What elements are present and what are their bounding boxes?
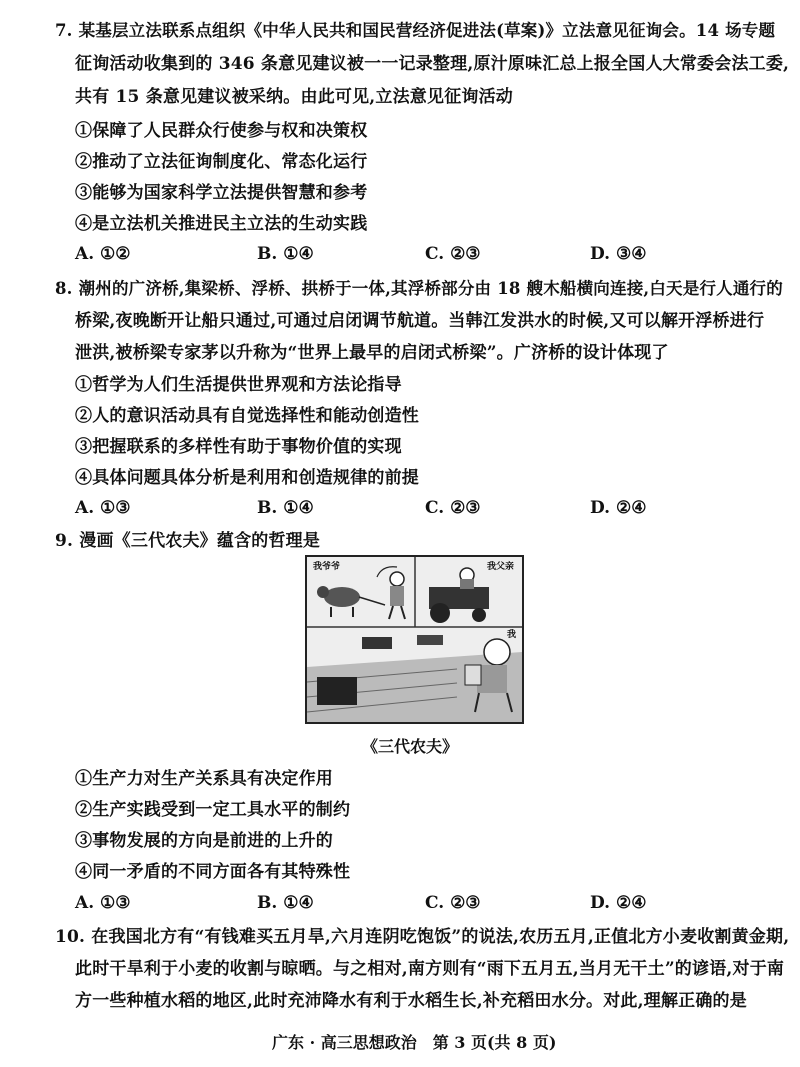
- q9-choice-a: A. ①③: [75, 893, 131, 913]
- father-body: [460, 579, 474, 589]
- q8-stem-line-1: 8. 潮州的广济桥,集梁桥、浮桥、拱桥于一体,其浮桥部分由 18 艘木船横向连接,白天是行人通行的: [55, 279, 783, 298]
- tractor-wheel-front: [472, 608, 486, 622]
- q9-stem-line-1: 9. 漫画《三代农夫》蕴含的哲理是: [55, 531, 321, 551]
- q8-stem-line-2: 桥梁,夜晚断开让船只通过,可通过启闭调节航道。当韩江发洪水的时候,又可以解开浮桥进行: [75, 311, 765, 331]
- harvester-1: [362, 637, 392, 649]
- ox-body: [324, 587, 360, 607]
- q10-stem-line-3: 方一些种植水稻的地区,此时充沛降水有利于水稻生长,补充稻田水分。对此,理解正确的是: [75, 991, 747, 1011]
- q7-choice-b: B. ①④: [257, 244, 314, 264]
- q8-choice-a: A. ①③: [75, 498, 131, 518]
- q7-option-2: ②推动了立法征询制度化、常态化运行: [75, 152, 368, 172]
- q8-stem-line-3: 泄洪,被桥梁专家茅以升称为“世界上最早的启闭式桥梁”。广济桥的设计体现了: [75, 343, 669, 363]
- q10-stem-line-1: 10. 在我国北方有“有钱难买五月旱,六月连阴吃饱饭”的说法,农历五月,正值北方小麦收割黄金期,: [55, 927, 790, 947]
- q8-option-4: ④具体问题具体分析是利用和创造规律的前提: [75, 468, 419, 488]
- q9-choice-d: D. ②④: [590, 893, 647, 913]
- q9-option-2: ②生产实践受到一定工具水平的制约: [75, 800, 351, 820]
- q10-stem-line-2: 此时干旱利于小麦的收割与晾晒。与之相对,南方则有“雨下五月五,当月无干土”的谚语,对于南: [75, 959, 785, 979]
- q7-stem-line-2: 征询活动收集到的 346 条意见建议被一一记录整理,原汁原味汇总上报全国人大常委会法工委,: [75, 54, 790, 74]
- q7-choice-a: A. ①②: [75, 244, 131, 264]
- grandpa-head: [390, 572, 404, 586]
- q8-option-3: ③把握联系的多样性有助于事物价值的实现: [75, 437, 402, 457]
- q9-choice-c: C. ②③: [425, 893, 481, 913]
- q7-option-4: ④是立法机关推进民主立法的生动实践: [75, 214, 368, 234]
- comic-caption: 《三代农夫》: [362, 737, 459, 756]
- q8-option-1: ①哲学为人们生活提供世界观和方法论指导: [75, 375, 402, 395]
- q8-option-2: ②人的意识活动具有自觉选择性和能动创造性: [75, 406, 419, 426]
- q7-stem-line-3: 共有 15 条意见建议被采纳。由此可见,立法意见征询活动: [75, 87, 514, 107]
- q7-option-1: ①保障了人民群众行使参与权和决策权: [75, 121, 368, 141]
- q9-option-4: ④同一矛盾的不同方面各有其特殊性: [75, 862, 351, 882]
- q8-choice-b: B. ①④: [257, 498, 314, 518]
- q7-option-3: ③能够为国家科学立法提供智慧和参考: [75, 183, 368, 203]
- q9-option-1: ①生产力对生产关系具有决定作用: [75, 769, 333, 789]
- q8-choice-d: D. ②④: [590, 498, 647, 518]
- harvester-2: [417, 635, 443, 645]
- grandpa-body: [390, 586, 404, 606]
- three-generations-farmer-comic: [305, 555, 524, 724]
- q7-choice-c: C. ②③: [425, 244, 481, 264]
- ox-head: [317, 586, 329, 598]
- q9-option-3: ③事物发展的方向是前进的上升的: [75, 831, 333, 851]
- harvester-3: [317, 677, 357, 705]
- comic-drawing: [307, 557, 522, 722]
- laptop: [465, 665, 481, 685]
- q8-choice-c: C. ②③: [425, 498, 481, 518]
- comic-label-me: 我: [507, 630, 517, 640]
- q7-choice-d: D. ③④: [590, 244, 647, 264]
- q7-stem-line-1: 7. 某基层立法联系点组织《中华人民共和国民营经济促进法(草案)》立法意见征询会。14 场专题: [55, 21, 776, 40]
- comic-label-father: 我父亲: [487, 562, 515, 572]
- q9-choice-b: B. ①④: [257, 893, 314, 913]
- page-footer: 广东 · 高三思想政治 第 3 页(共 8 页): [272, 1033, 557, 1052]
- me-head: [484, 639, 510, 665]
- tractor-wheel-back: [430, 603, 450, 623]
- comic-label-grandpa: 我爷爷: [313, 562, 341, 572]
